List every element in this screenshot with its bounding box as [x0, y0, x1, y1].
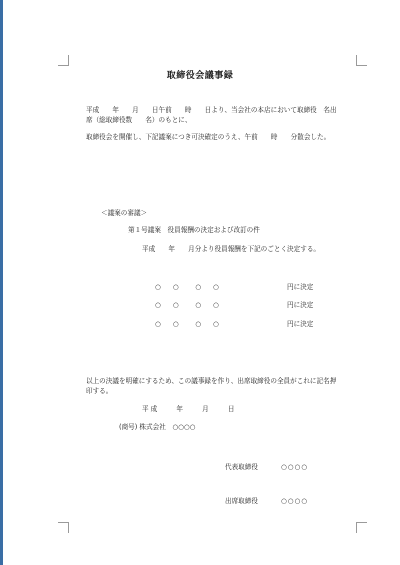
compensation-row-name: ○ ○ ○ ○: [155, 301, 224, 309]
crop-mark-bottom-right: [356, 522, 367, 533]
signature-name: ○○○○: [281, 463, 309, 471]
closing-line-2: 印する。: [86, 387, 113, 395]
signature-role: 出席取締役: [225, 497, 258, 505]
intro-line-3: 取締役会を開催し、下記議案につき可決確定のうえ、午前 時 分散会した。: [86, 133, 331, 141]
crop-mark-top-right: [356, 55, 367, 66]
document-title: 取締役会議事録: [166, 71, 234, 81]
compensation-row-name: ○ ○ ○ ○: [155, 320, 224, 328]
crop-mark-top-left: [58, 55, 69, 66]
compensation-row-amount: 円に決定: [287, 301, 314, 309]
signature-name: ○○○○: [281, 497, 309, 505]
compensation-row-amount: 円に決定: [287, 283, 314, 291]
agenda-item-1-text: 平成 年 月分より役員報酬を下記のごとく決定する。: [142, 245, 321, 253]
signature-role: 代表取締役: [225, 463, 258, 471]
agenda-item-1-title: 第１号議案 役員報酬の決定および改訂の件: [128, 226, 260, 234]
crop-mark-bottom-left: [58, 522, 69, 533]
closing-line-1: 以上の決議を明確にするため、この議事録を作り、出席取締役の全員がこれに記名押: [86, 377, 337, 385]
compensation-row-name: ○ ○ ○ ○: [155, 283, 224, 291]
document-date: 平成 年 月 日: [142, 405, 237, 413]
agenda-heading: ＜議案の審議＞: [101, 209, 148, 217]
page-left-edge: [0, 0, 3, 565]
compensation-row-amount: 円に決定: [287, 320, 314, 328]
intro-line-2: 席（総取締役数 名）のもとに、: [86, 116, 192, 124]
intro-line-1: 平成 年 月 日午前 時 日より、当会社の本店において取締役 名出: [86, 106, 337, 114]
company-name: (商号) 株式会社 ○○○○: [119, 423, 196, 431]
